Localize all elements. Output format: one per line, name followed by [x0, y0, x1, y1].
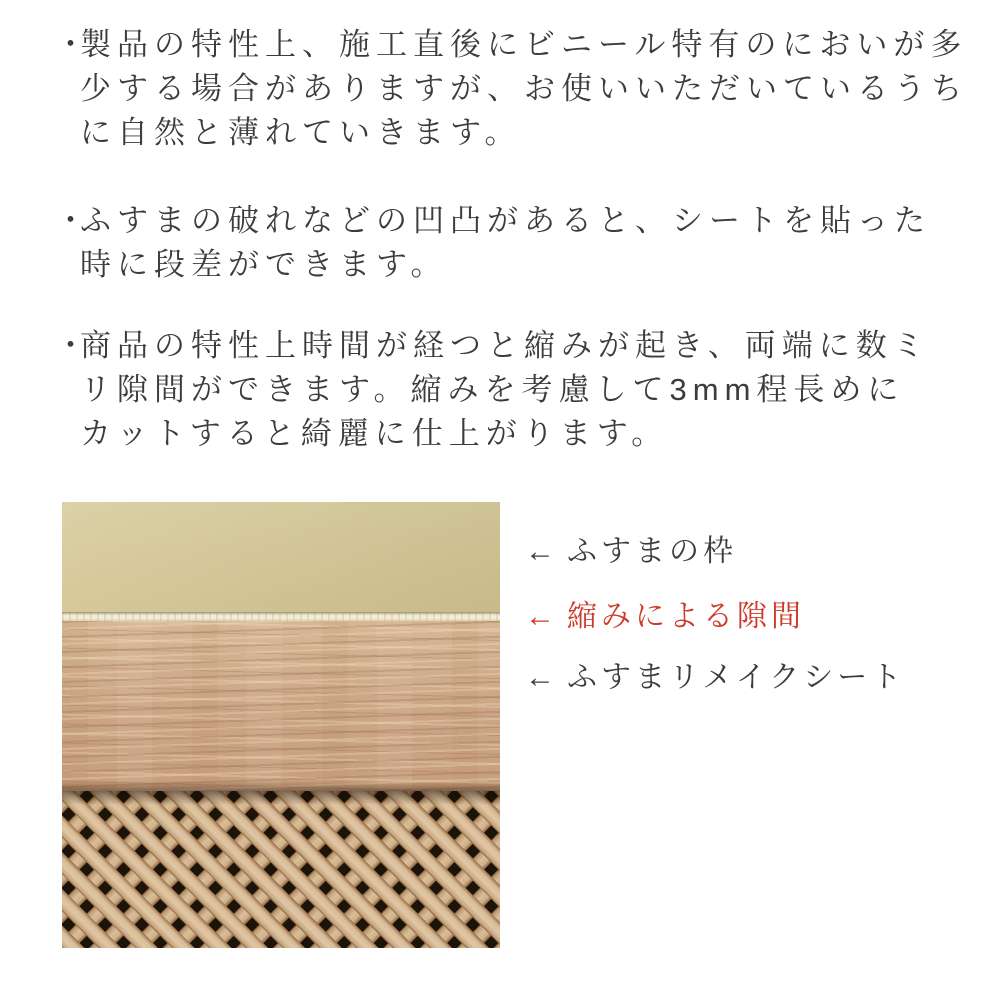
remake-sheet-layer — [62, 621, 500, 791]
note-line: ふすまの破れなどの凹凸があると、シートを貼った — [80, 203, 931, 238]
note-item-shrinkage — [55, 324, 930, 456]
rattan-weave-layer — [62, 791, 500, 948]
label-text: ふすまの枠 — [567, 535, 737, 568]
bullet-dot: ・ — [55, 27, 86, 62]
shrink-gap-layer — [62, 612, 500, 621]
note-line: 商品の特性上時間が経つと縮みが起き、両端に数ミ — [80, 328, 930, 363]
note-line: 時に段差ができます。 — [80, 247, 448, 282]
label-fusuma-frame — [525, 536, 737, 568]
rattan-top-shadow — [62, 791, 500, 805]
note-text-block — [80, 23, 968, 155]
left-arrow-icon: ← — [525, 535, 555, 568]
label-text: 縮みによる隙間 — [567, 600, 805, 633]
left-arrow-icon: ← — [525, 661, 555, 694]
fusuma-frame-layer — [62, 502, 500, 612]
note-line: 少する場合がありますが、お使いいただいているうち — [80, 71, 968, 106]
note-line: カットすると綺麗に仕上がります。 — [80, 416, 669, 451]
note-item-unevenness — [55, 199, 931, 287]
note-line: に自然と薄れていきます。 — [80, 115, 522, 150]
note-text-block — [80, 199, 931, 287]
note-line: リ隙間ができます。縮みを考慮して3mm程長めに — [80, 372, 905, 407]
left-arrow-icon: ← — [525, 600, 555, 633]
sheet-edge-shadow — [62, 781, 500, 791]
label-remake-sheet — [525, 662, 905, 694]
note-line: 製品の特性上、施工直後にビニール特有のにおいが多 — [80, 27, 968, 62]
product-closeup-photo — [62, 502, 500, 948]
label-text: ふすまリメイクシート — [567, 661, 906, 694]
bullet-dot: ・ — [55, 328, 86, 363]
label-shrink-gap — [525, 601, 805, 633]
note-item-odor — [55, 23, 968, 155]
note-text-block — [80, 324, 930, 456]
bullet-dot: ・ — [55, 203, 86, 238]
